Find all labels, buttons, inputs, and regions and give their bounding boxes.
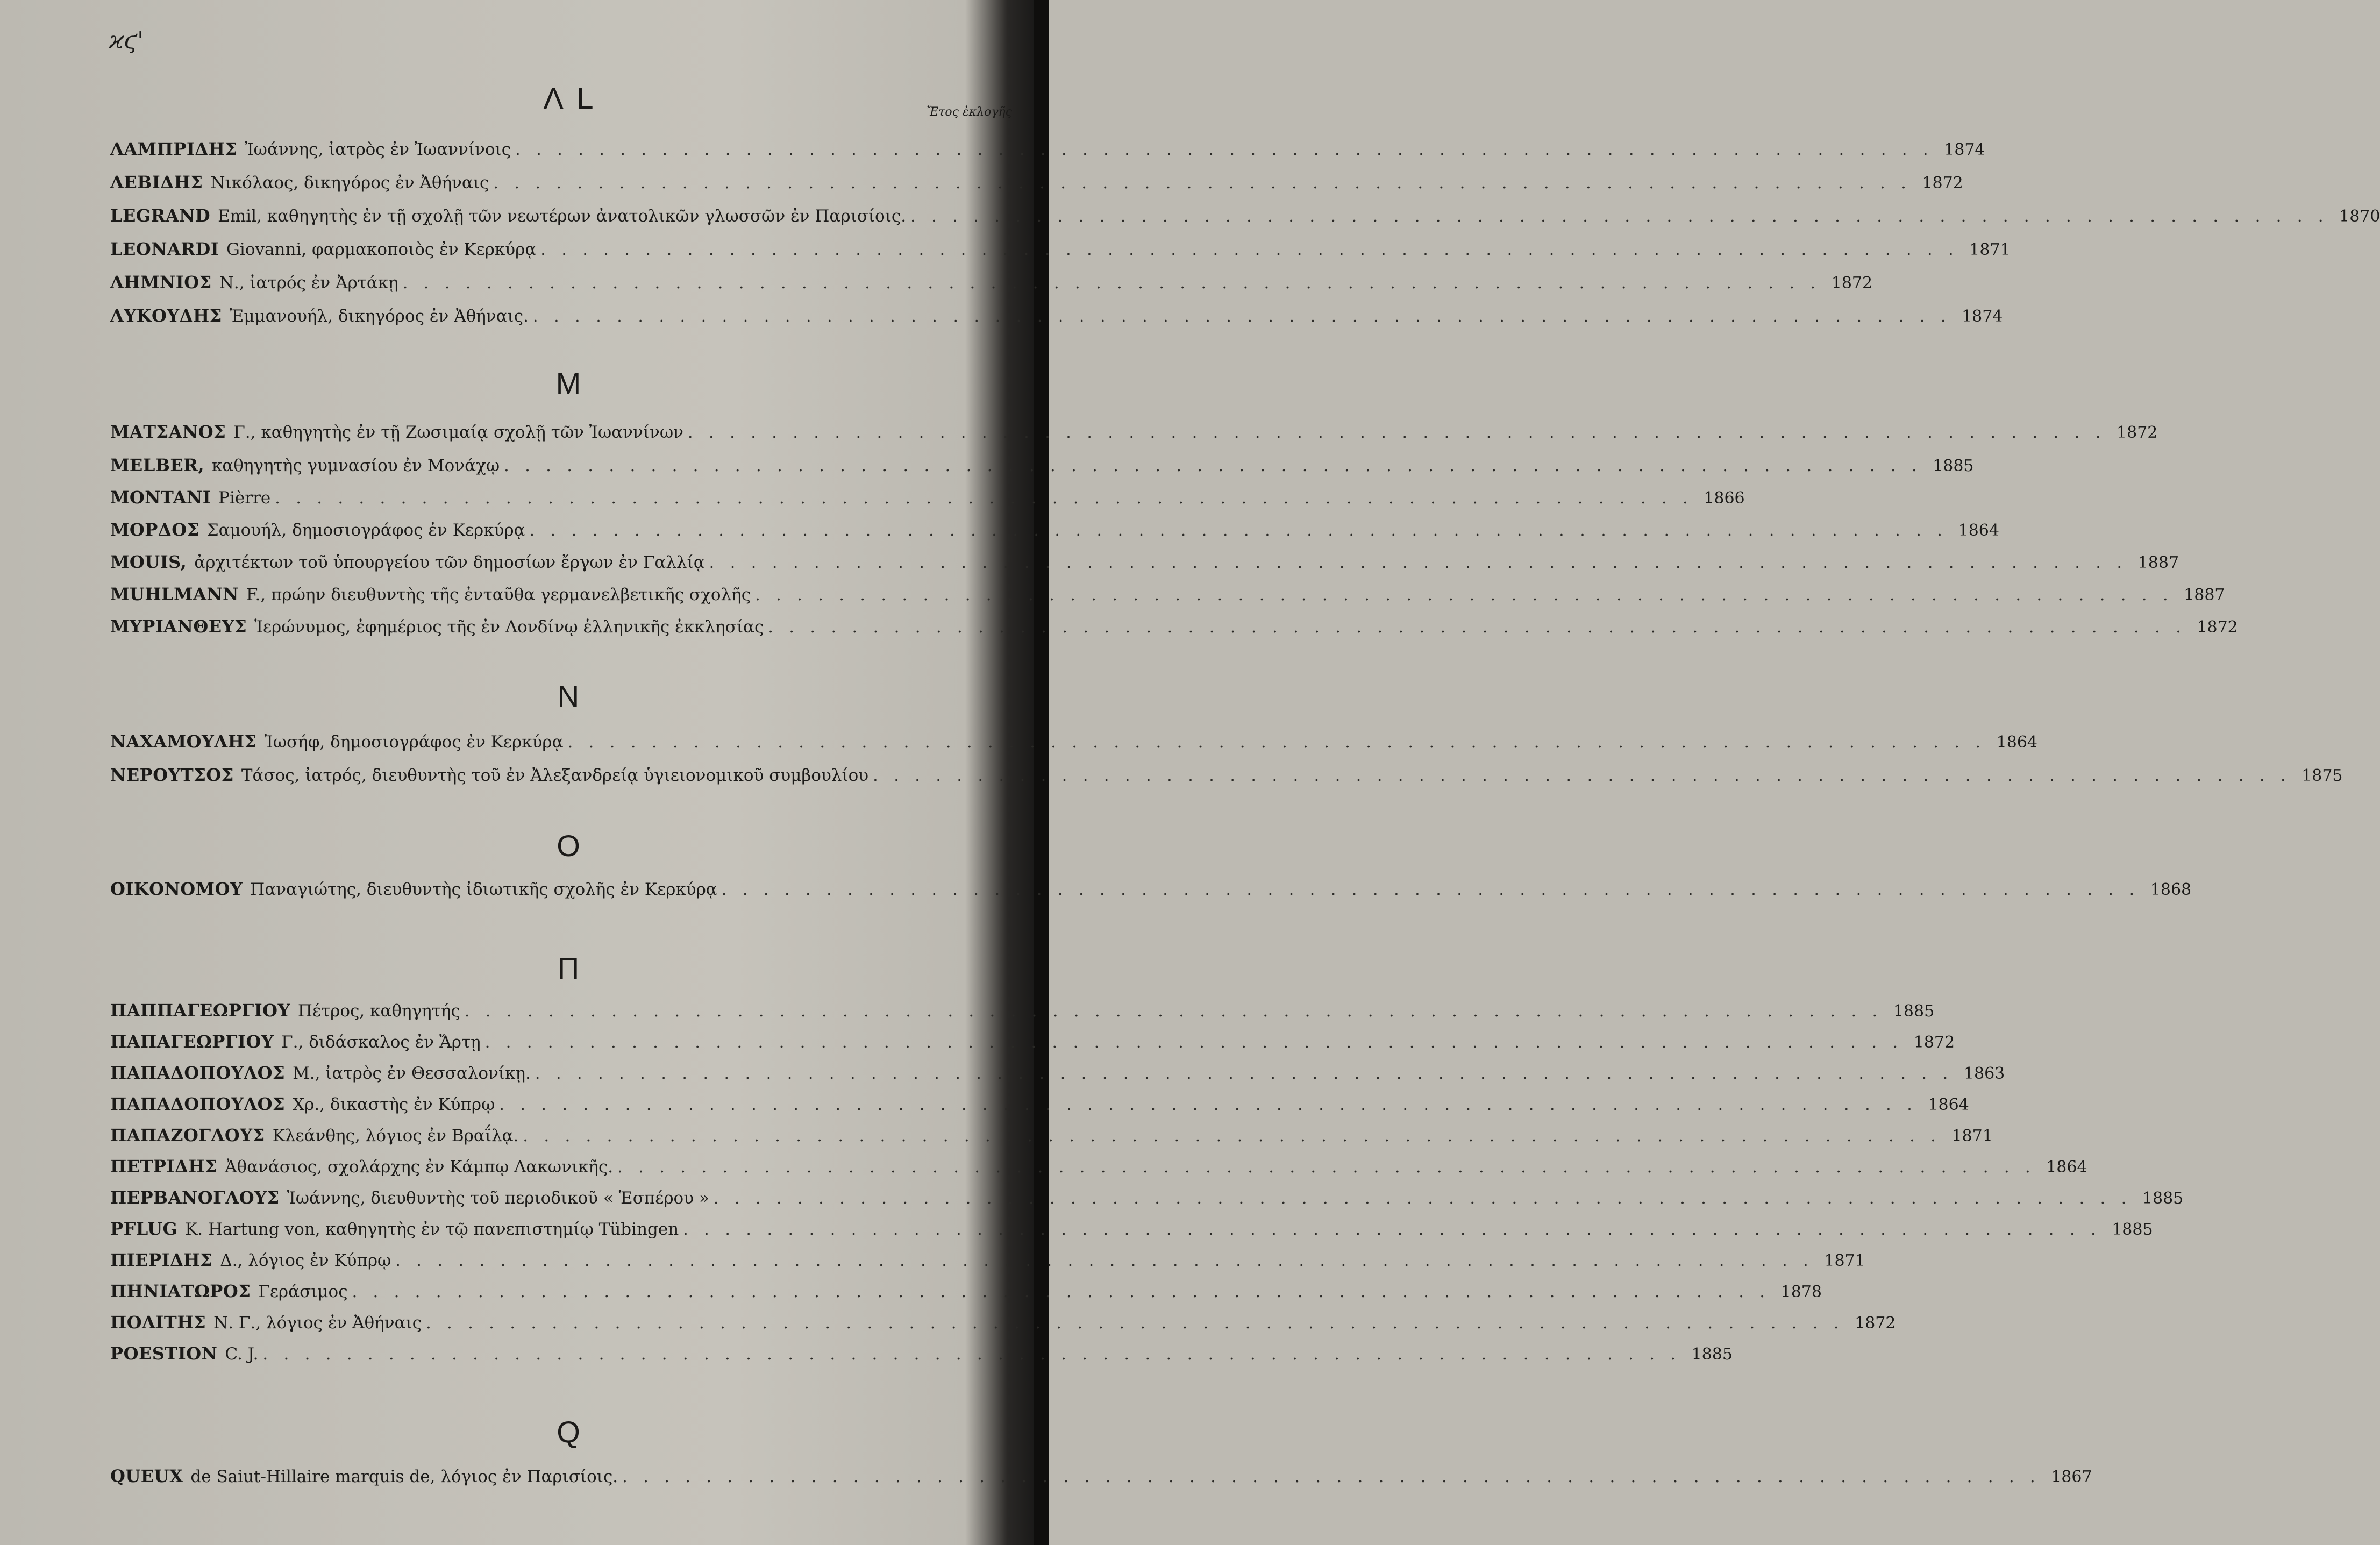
entry-name: POESTION bbox=[110, 1343, 218, 1364]
entry-name: ΠΙΕΡΙΔΗΣ bbox=[110, 1250, 213, 1270]
entry-name: ΛΥΚΟΥΔΗΣ bbox=[110, 305, 222, 326]
entry-name: LEONARDI bbox=[110, 239, 219, 259]
entry-description: Ἰωάννης, ἰατρὸς ἐν Ἰωαννίνοις bbox=[245, 140, 511, 159]
index-entry bbox=[110, 1278, 1822, 1301]
leader-dots bbox=[688, 423, 2106, 442]
leader-dots bbox=[275, 489, 1693, 508]
entry-name: LEGRAND bbox=[110, 205, 211, 226]
leader-dots bbox=[263, 1345, 1681, 1364]
entry-year: 1885 bbox=[1893, 1002, 1935, 1021]
entry-year: 1872 bbox=[2117, 423, 2158, 442]
leader-dots bbox=[683, 1220, 2101, 1239]
section-heading-q: Q bbox=[557, 1415, 583, 1449]
leader-dots bbox=[523, 1127, 1941, 1145]
leader-dots bbox=[515, 140, 1933, 159]
entry-name: PFLUG bbox=[110, 1219, 178, 1239]
entry-description: Γ., διδάσκαλος ἐν Ἄρτῃ bbox=[281, 1033, 481, 1052]
entry-year: 1867 bbox=[2051, 1468, 2092, 1486]
index-entry bbox=[110, 875, 2192, 899]
index-entry bbox=[110, 761, 2343, 785]
entry-name: MONTANI bbox=[110, 487, 211, 508]
index-entry bbox=[110, 418, 2158, 442]
entry-description: Ν., ἰατρός ἐν Ἀρτάκῃ bbox=[219, 273, 398, 293]
section-heading-n: N bbox=[557, 679, 583, 713]
entry-name: ΝΕΡΟΥΤΣΟΣ bbox=[110, 765, 234, 785]
index-entry bbox=[110, 302, 2003, 326]
year-column-header: Ἔτος ἐκλογῆς bbox=[927, 105, 1012, 119]
index-entry bbox=[110, 613, 2238, 637]
index-entry bbox=[110, 1340, 1733, 1364]
leader-dots bbox=[533, 307, 1951, 326]
leader-dots bbox=[504, 457, 1922, 475]
leader-dots bbox=[540, 240, 1958, 259]
entry-year: 1866 bbox=[1704, 489, 1745, 508]
entry-name: ΜΑΤΣΑΝΟΣ bbox=[110, 422, 226, 442]
page-number: ϰϛ' bbox=[109, 27, 144, 54]
index-entry bbox=[110, 1091, 1969, 1114]
entry-description: Ἐμμανουήλ, δικηγόρος ἐν Ἀθήναις. bbox=[229, 307, 529, 326]
index-entry bbox=[110, 169, 1963, 193]
index-entry bbox=[110, 728, 2037, 752]
entry-year: 1864 bbox=[1928, 1095, 1969, 1114]
leader-dots bbox=[755, 586, 2173, 604]
entry-year: 1863 bbox=[1963, 1064, 2005, 1083]
index-entry bbox=[110, 1122, 1993, 1145]
entry-name: ΠΑΠΑΓΕΩΡΓΙΟΥ bbox=[110, 1031, 274, 1052]
entry-description: Μ., ἰατρὸς ἐν Θεσσαλονίκῃ. bbox=[293, 1064, 531, 1083]
entry-description: ἀρχιτέκτων τοῦ ὑπουργείου τῶν δημοσίων ἔργων ἐν Γαλλίᾳ bbox=[194, 553, 705, 572]
index-entry bbox=[110, 1028, 1955, 1052]
entry-description: C. J. bbox=[225, 1344, 259, 1364]
entry-year: 1870 bbox=[2339, 207, 2380, 226]
entry-name: QUEUX bbox=[110, 1466, 183, 1486]
leader-dots bbox=[873, 766, 2291, 785]
leader-dots bbox=[493, 174, 1911, 193]
entry-description: Giovanni, φαρμακοποιὸς ἐν Κερκύρᾳ bbox=[226, 240, 537, 259]
index-entry bbox=[110, 1184, 2184, 1208]
entry-description: Ἀθανάσιος, σχολάρχης ἐν Κάμπῳ Λακωνικῆς. bbox=[225, 1157, 614, 1177]
section-heading-pi: Π bbox=[557, 951, 583, 985]
entry-year: 1872 bbox=[1913, 1033, 1955, 1052]
index-entry bbox=[110, 236, 2011, 259]
leader-dots bbox=[426, 1314, 1844, 1333]
entry-name: ΠΑΠΑΖΟΓΛΟΥΣ bbox=[110, 1125, 265, 1145]
entry-name: ΠΑΠΑΔΟΠΟΥΛΟΣ bbox=[110, 1063, 286, 1083]
entry-description: Γεράσιμος bbox=[258, 1282, 348, 1301]
entry-name: ΠΟΛΙΤΗΣ bbox=[110, 1312, 206, 1333]
entry-description: Σαμουήλ, δημοσιογράφος ἐν Κερκύρᾳ bbox=[206, 521, 525, 540]
entry-year: 1871 bbox=[1969, 240, 2011, 259]
leader-dots bbox=[485, 1033, 1903, 1052]
leader-dots bbox=[530, 521, 1948, 540]
entry-name: MUHLMANN bbox=[110, 584, 239, 604]
entry-description: Ἰωσήφ, δημοσιογράφος ἐν Κερκύρᾳ bbox=[264, 732, 564, 752]
entry-description: Ν. Γ., λόγιος ἐν Ἀθήναις bbox=[213, 1313, 422, 1333]
entry-description: Τάσος, ἰατρός, διευθυντὴς τοῦ ἐν Ἀλεξανδρείᾳ ὑγιειονομικοῦ συμβουλίου bbox=[241, 766, 869, 785]
entry-description: Ἰωάννης, διευθυντὴς τοῦ περιοδικοῦ « Ἑσπέρου » bbox=[287, 1188, 709, 1208]
leader-dots bbox=[622, 1468, 2040, 1486]
index-entry bbox=[110, 1059, 2005, 1083]
entry-name: ΟΙΚΟΝΟΜΟΥ bbox=[110, 879, 243, 899]
entry-year: 1864 bbox=[2046, 1158, 2087, 1177]
entry-name: ΠΕΡΒΑΝΟΓΛΟΥΣ bbox=[110, 1187, 280, 1208]
leader-dots bbox=[617, 1158, 2035, 1177]
leader-dots bbox=[499, 1095, 1917, 1114]
entry-year: 1868 bbox=[2150, 880, 2192, 899]
entry-name: ΠΑΠΠΑΓΕΩΡΓΙΟΥ bbox=[110, 1000, 290, 1021]
entry-description: K. Hartung von, καθηγητὴς ἐν τῷ πανεπιστημίῳ Tübingen bbox=[185, 1220, 679, 1239]
index-entry bbox=[110, 1215, 2153, 1239]
entry-description: Κλεάνθης, λόγιος ἐν Βραΐλᾳ. bbox=[272, 1126, 519, 1145]
index-entry bbox=[110, 1309, 1896, 1333]
entry-year: 1875 bbox=[2301, 766, 2343, 785]
section-heading-o: O bbox=[557, 829, 583, 863]
entry-description: F., πρώην διευθυντὴς τῆς ἐνταῦθα γερμανελβετικῆς σχολῆς bbox=[246, 585, 751, 604]
leader-dots bbox=[403, 274, 1821, 293]
entry-name: ΛΕΒΙΔΗΣ bbox=[110, 172, 203, 193]
entry-name: ΠΑΠΑΔΟΠΟΥΛΟΣ bbox=[110, 1094, 286, 1114]
leader-dots bbox=[568, 733, 1986, 752]
entry-year: 1871 bbox=[1951, 1127, 1993, 1145]
section-heading-m: M bbox=[555, 366, 585, 400]
entry-description: Πέτρος, καθηγητής bbox=[297, 1001, 460, 1021]
entry-description: Γ., καθηγητὴς ἐν τῇ Ζωσιμαίᾳ σχολῇ τῶν Ἰωαννίνων bbox=[233, 423, 683, 442]
leader-dots bbox=[395, 1251, 1813, 1270]
entry-description: de Saiut-Hillaire marquis de, λόγιος ἐν Παρισίοις. bbox=[190, 1467, 618, 1486]
entry-year: 1878 bbox=[1780, 1283, 1822, 1301]
entry-year: 1874 bbox=[1944, 140, 1985, 159]
entry-description: Ἱερώνυμος, ἐφημέριος τῆς ἐν Λονδίνῳ ἑλληνικῆς ἐκκλησίας bbox=[254, 617, 764, 637]
entry-year: 1887 bbox=[2184, 586, 2225, 604]
leader-dots bbox=[535, 1064, 1953, 1083]
entry-name: ΜΥΡΙΑΝΘΕΥΣ bbox=[110, 616, 247, 637]
index-entry bbox=[110, 516, 1999, 540]
entry-year: 1871 bbox=[1824, 1251, 1865, 1270]
entry-year: 1885 bbox=[1691, 1345, 1733, 1364]
index-entry bbox=[110, 581, 2225, 604]
entry-year: 1872 bbox=[1922, 174, 1963, 193]
entry-description: Χρ., δικαστὴς ἐν Κύπρῳ bbox=[293, 1095, 495, 1114]
entry-name: ΛΗΜΝΙΟΣ bbox=[110, 272, 212, 293]
leader-dots bbox=[768, 618, 2186, 637]
index-entry bbox=[110, 1247, 1865, 1270]
index-entry bbox=[110, 136, 1985, 159]
index-entry bbox=[110, 1463, 2092, 1486]
leader-dots bbox=[465, 1002, 1883, 1021]
entry-year: 1864 bbox=[1958, 521, 1999, 540]
entry-year: 1872 bbox=[1855, 1314, 1896, 1333]
entry-name: MELBER, bbox=[110, 455, 204, 475]
entry-name: ΜΟΡΔΟΣ bbox=[110, 519, 199, 540]
entry-description: Παναγιώτης, διευθυντὴς ἰδιωτικῆς σχολῆς ἐν Κερκύρᾳ bbox=[250, 880, 717, 899]
entry-name: ΝΑΧΑΜΟΥΛΗΣ bbox=[110, 731, 257, 752]
entry-year: 1885 bbox=[2142, 1189, 2184, 1208]
entry-year: 1872 bbox=[1831, 274, 1873, 293]
index-entry bbox=[110, 997, 1935, 1021]
index-entry bbox=[110, 484, 1745, 508]
entry-year: 1872 bbox=[2197, 618, 2238, 637]
index-entry bbox=[110, 1153, 2087, 1177]
entry-description: Emil, καθηγητὴς ἐν τῇ σχολῇ τῶν νεωτέρων ἀνατολικῶν γλωσσῶν ἐν Παρισίοις. bbox=[218, 207, 907, 226]
leader-dots bbox=[714, 1189, 2132, 1208]
entry-year: 1874 bbox=[1962, 307, 2003, 326]
entry-description: καθηγητὴς γυμνασίου ἐν Μονάχῳ bbox=[211, 456, 500, 475]
leader-dots bbox=[722, 880, 2140, 899]
leader-dots bbox=[709, 553, 2127, 572]
entry-year: 1885 bbox=[2112, 1220, 2153, 1239]
entry-description: Pièrre bbox=[218, 488, 271, 508]
entry-year: 1864 bbox=[1996, 733, 2037, 752]
section-heading-lambda: Λ L bbox=[543, 81, 597, 115]
entry-year: 1885 bbox=[1933, 457, 1974, 475]
index-entry bbox=[110, 549, 2179, 572]
entry-name: ΛΑΜΠΡΙΔΗΣ bbox=[110, 139, 238, 159]
entry-year: 1887 bbox=[2137, 553, 2179, 572]
entry-name: ΠΗΝΙΑΤΩΡΟΣ bbox=[110, 1281, 251, 1301]
entry-name: MOUIS, bbox=[110, 552, 187, 572]
index-entry bbox=[110, 452, 1974, 475]
entry-description: Νικόλαος, δικηγόρος ἐν Ἀθήναις bbox=[210, 173, 489, 193]
entry-name: ΠΕΤΡΙΔΗΣ bbox=[110, 1156, 218, 1177]
index-entry bbox=[110, 202, 2380, 226]
entry-description: Δ., λόγιος ἐν Κύπρῳ bbox=[220, 1251, 391, 1270]
leader-dots bbox=[910, 207, 2328, 226]
leader-dots bbox=[352, 1283, 1770, 1301]
index-entry bbox=[110, 269, 1873, 293]
